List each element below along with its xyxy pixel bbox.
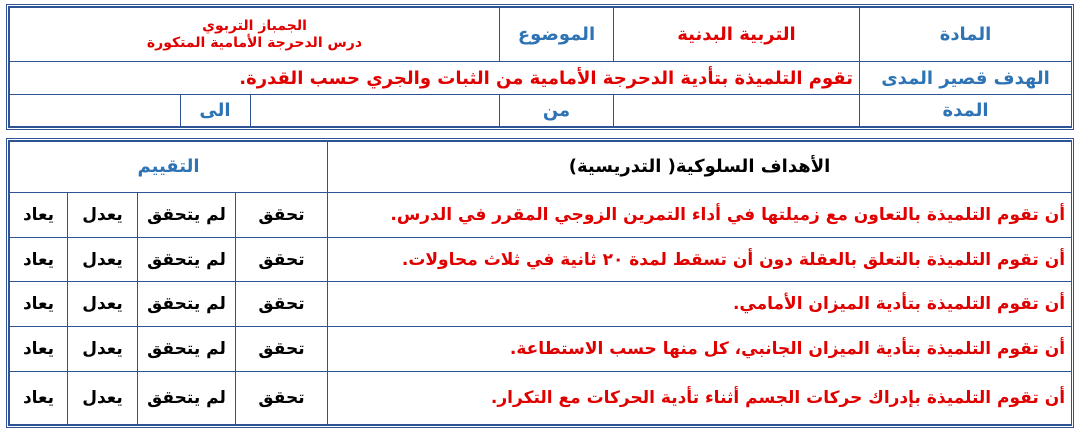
table-row (10, 237, 1072, 282)
objective-text: أن تقوم التلميذة بالتعاون مع زميلتها في أداء التمرين الزوجي المقرر في الدرس. (328, 192, 1072, 237)
table-row (10, 327, 1072, 372)
topic-label: الموضوع (500, 8, 614, 62)
short-goal-value: تقوم التلميذة بتأدية الدحرجة الأمامية من الثبات والجري حسب القدرة. (10, 62, 860, 94)
eval-modify: يعدل (68, 237, 138, 282)
eval-modify: يعدل (68, 327, 138, 372)
from-label: من (500, 94, 614, 126)
to-label: الى (180, 95, 250, 126)
eval-achieved: تحقق (236, 282, 328, 327)
eval-repeat: يعاد (10, 282, 68, 327)
eval-repeat: يعاد (10, 192, 68, 237)
objectives-table (6, 138, 1074, 428)
eval-repeat: يعاد (10, 237, 68, 282)
topic-value-cell (10, 8, 500, 62)
eval-not-achieved: لم يتحقق (138, 327, 236, 372)
eval-modify: يعدل (68, 192, 138, 237)
eval-achieved: تحقق (236, 192, 328, 237)
evaluation-header: التقييم (10, 142, 328, 193)
subject-label: المادة (860, 8, 1072, 62)
eval-modify: يعدل (68, 372, 138, 425)
objective-text: أن تقوم التلميذة بالتعلق بالعقلة دون أن تسقط لمدة ٢٠ ثانية في ثلاث محاولات. (328, 237, 1072, 282)
eval-not-achieved: لم يتحقق (138, 192, 236, 237)
eval-achieved: تحقق (236, 237, 328, 282)
duration-range-cell (10, 94, 500, 126)
lesson-info-table (6, 4, 1074, 130)
eval-modify: يعدل (68, 282, 138, 327)
table-row (10, 372, 1072, 425)
objective-text: أن تقوم التلميذة بتأدية الميزان الأمامي. (328, 282, 1072, 327)
table-row (10, 192, 1072, 237)
eval-repeat: يعاد (10, 327, 68, 372)
table-row (10, 282, 1072, 327)
short-goal-label: الهدف قصير المدى (860, 62, 1072, 94)
objective-text: أن تقوم التلميذة بإدراك حركات الجسم أثناء تأدية الحركات مع التكرار. (328, 372, 1072, 425)
to-value-empty (10, 95, 180, 126)
duration-value-empty (614, 94, 860, 126)
subject-value: التربية البدنية (614, 8, 860, 62)
eval-not-achieved: لم يتحقق (138, 372, 236, 425)
from-value-empty (250, 95, 500, 126)
eval-not-achieved: لم يتحقق (138, 237, 236, 282)
duration-label: المدة (860, 94, 1072, 126)
objectives-header: الأهداف السلوكية( التدريسية) (328, 142, 1072, 193)
topic-line-1: الجمباز التربوي (202, 17, 307, 34)
topic-line-2: درس الدحرجة الأمامية المتكورة (146, 34, 363, 51)
eval-achieved: تحقق (236, 372, 328, 425)
objective-text: أن تقوم التلميذة بتأدية الميزان الجانبي، كل منها حسب الاستطاعة. (328, 327, 1072, 372)
eval-repeat: يعاد (10, 372, 68, 425)
eval-not-achieved: لم يتحقق (138, 282, 236, 327)
eval-achieved: تحقق (236, 327, 328, 372)
